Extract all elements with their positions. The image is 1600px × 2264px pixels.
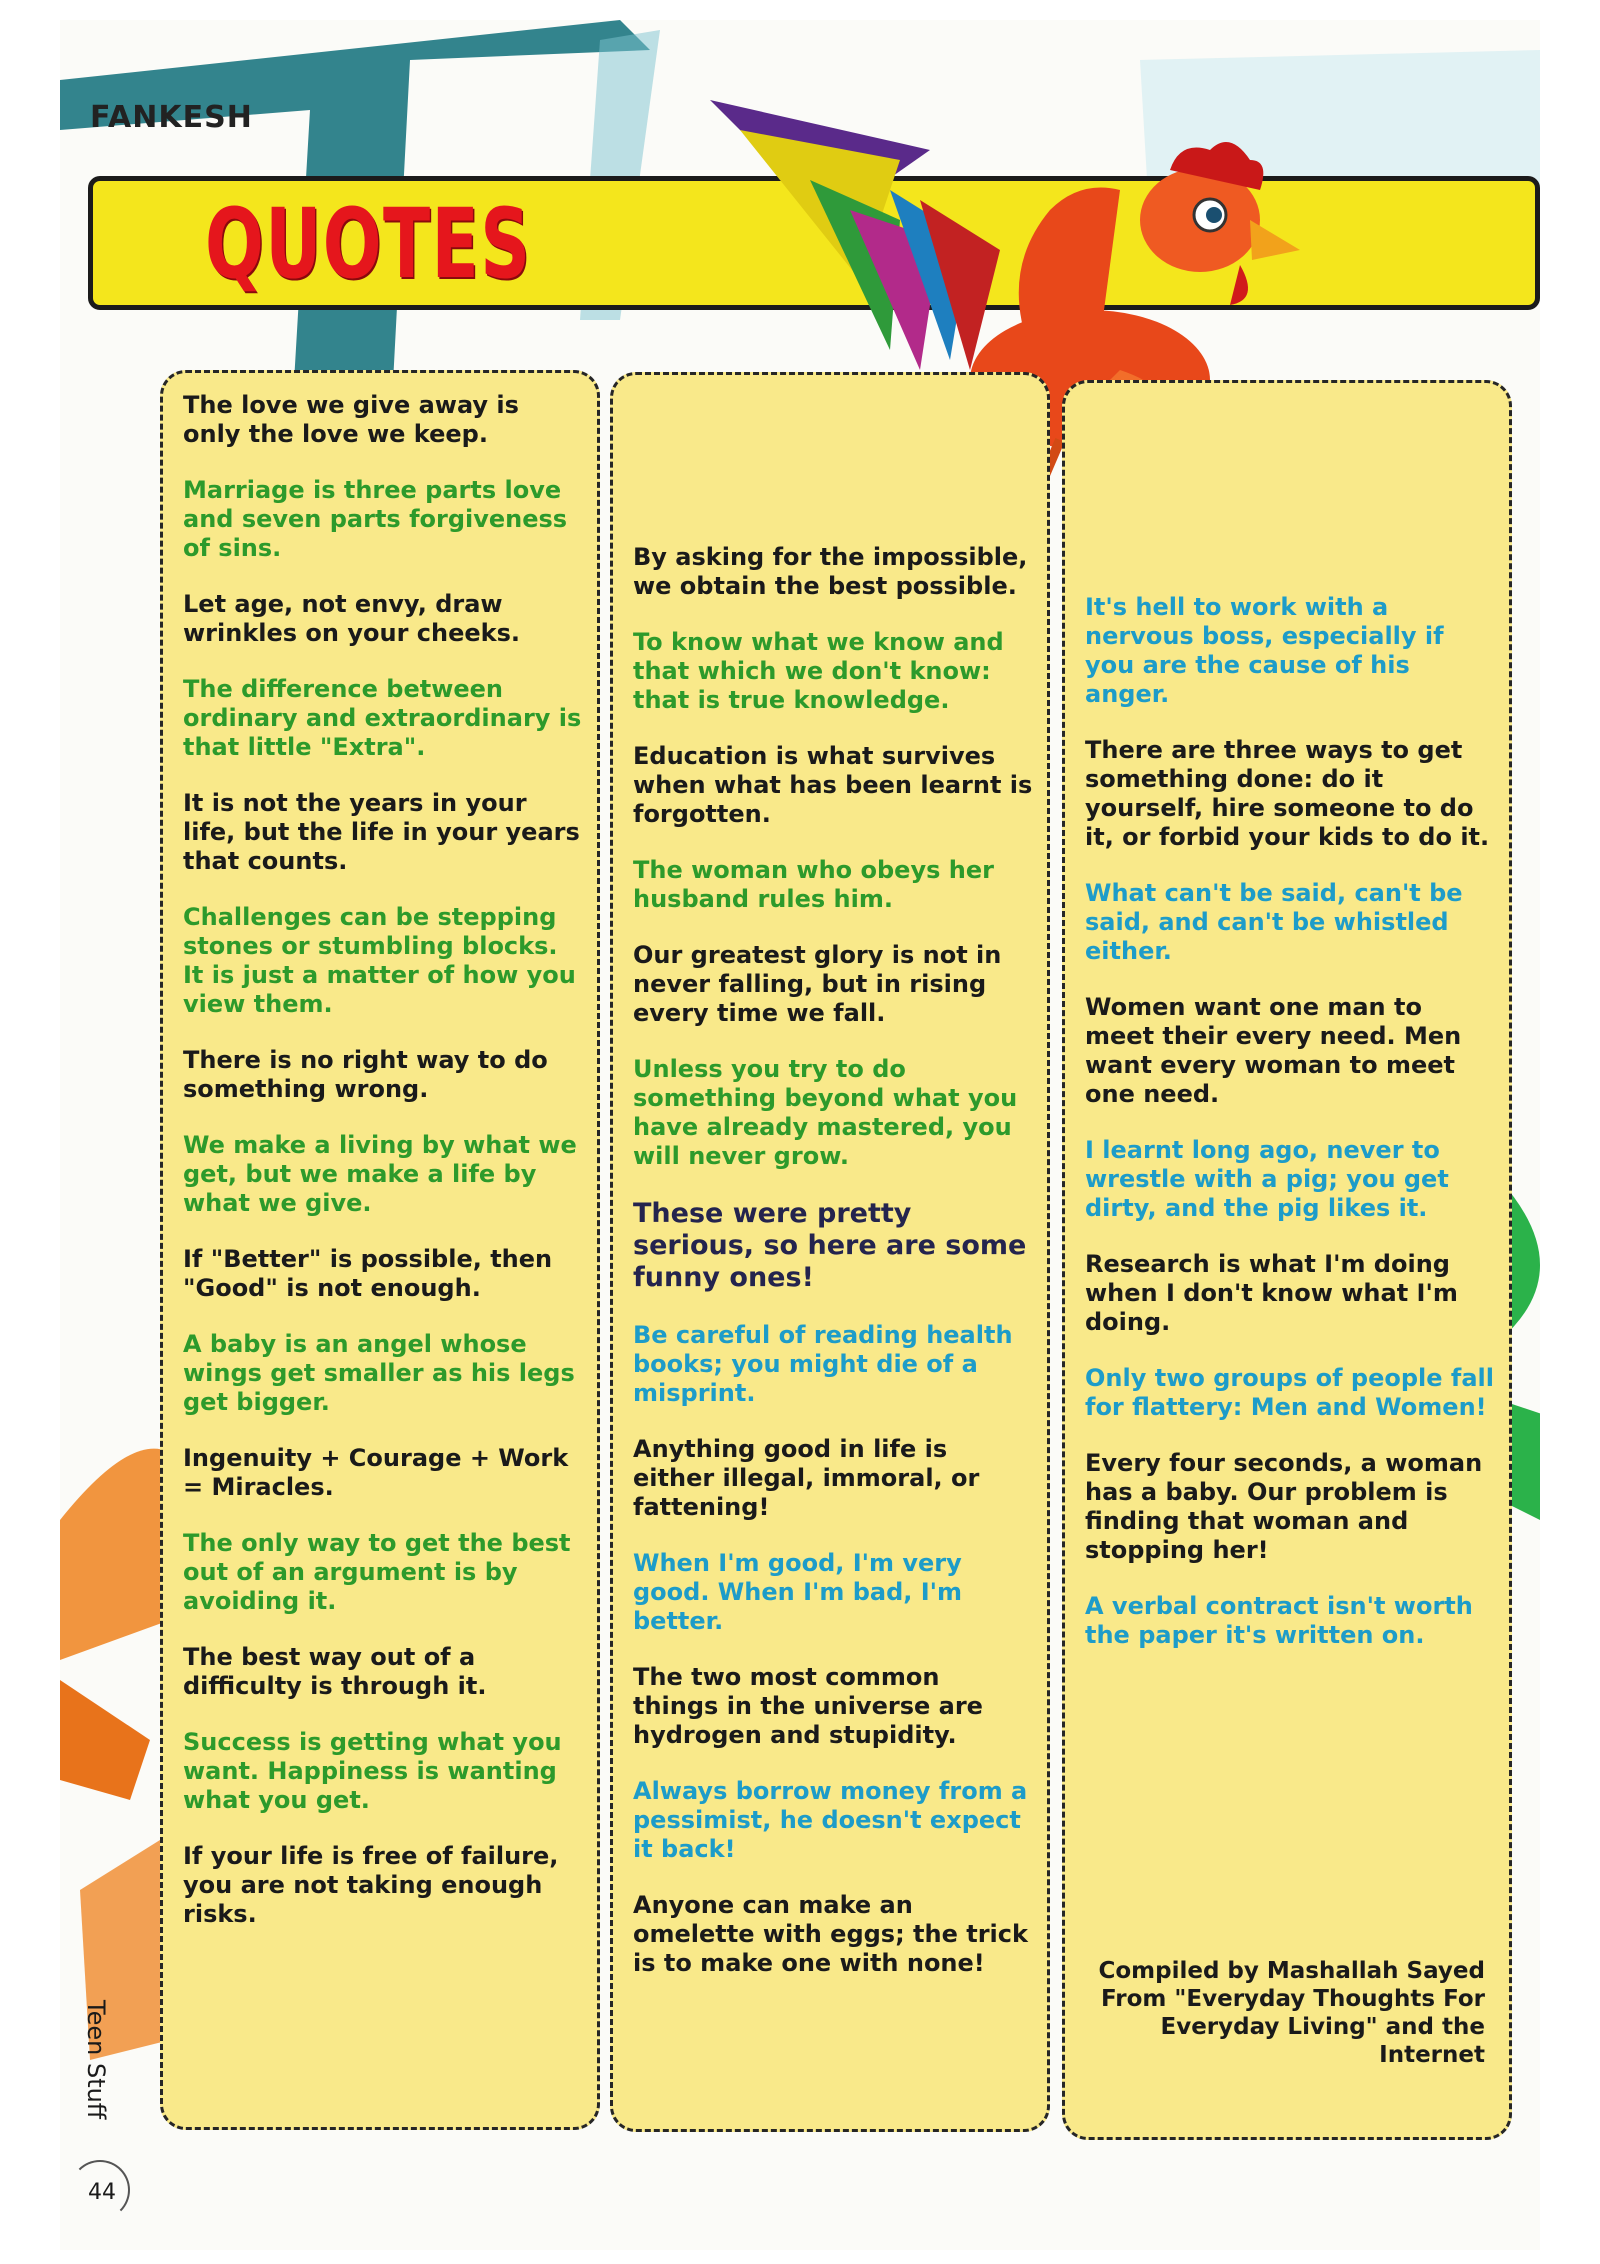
quote-text: We make a living by what we get, but we make a life by what we give. <box>183 1131 577 1217</box>
quote-text: If your life is free of failure, you are not taking enough risks. <box>183 1842 559 1928</box>
quote-text: When I'm good, I'm very good. When I'm bad, I'm better. <box>633 1549 963 1635</box>
credit-text: Compiled by Mashallah Sayed From "Everyday Thoughts For Everyday Living" and the Internet <box>1098 1958 1485 2068</box>
quote-text: It's hell to work with a nervous boss, especially if you are the cause of his anger. <box>1085 593 1444 708</box>
page-title: QUOTES <box>205 188 532 300</box>
quote-text: Be careful of reading health books; you might die of a misprint. <box>633 1321 1013 1407</box>
quote-text: Always borrow money from a pessimist, he doesn't expect it back! <box>633 1777 1028 1863</box>
section-label: FANKESH <box>90 100 253 135</box>
quote-column-3 <box>1062 380 1512 2140</box>
quote-text: To know what we know and that which we don't know: that is true knowledge. <box>633 628 1004 714</box>
quote-text: Research is what I'm doing when I don't know what I'm doing. <box>1085 1250 1458 1336</box>
quote-text: Every four seconds, a woman has a baby. Our problem is finding that woman and stopping her! <box>1085 1449 1483 1564</box>
quote-text: Success is getting what you want. Happiness is wanting what you get. <box>183 1728 562 1814</box>
quote-text: Anything good in life is either illegal, immoral, or fattening! <box>633 1435 980 1521</box>
quote-text: Unless you try to do something beyond what you have already mastered, you will never grow. <box>633 1055 1018 1170</box>
quote-text: Ingenuity + Courage + Work = Miracles. <box>183 1444 569 1501</box>
quote-text: The love we give away is only the love we keep. <box>183 391 519 448</box>
quote-text: The only way to get the best out of an argument is by avoiding it. <box>183 1529 571 1615</box>
quote-text: The woman who obeys her husband rules him. <box>633 856 994 913</box>
quote-text: These were pretty serious, so here are some funny ones! <box>633 1198 1027 1293</box>
quote-text: What can't be said, can't be said, and can't be whistled either. <box>1085 879 1463 965</box>
sidebar-label: Teen Stuff <box>82 2000 110 2120</box>
quote-list <box>1085 593 1495 1650</box>
quote-text: Education is what survives when what has been learnt is forgotten. <box>633 742 1033 828</box>
quote-column-1 <box>160 370 600 2130</box>
quote-column-2 <box>610 372 1050 2132</box>
quote-text: There is no right way to do something wrong. <box>183 1046 548 1103</box>
quote-text: If "Better" is possible, then "Good" is not enough. <box>183 1245 553 1302</box>
quote-text: Marriage is three parts love and seven parts forgiveness of sins. <box>183 476 568 562</box>
quote-text: Challenges can be stepping stones or stumbling blocks. It is just a matter of how you view them. <box>183 903 576 1018</box>
quote-text: Let age, not envy, draw wrinkles on your cheeks. <box>183 590 520 647</box>
quote-text: The difference between ordinary and extraordinary is that little "Extra". <box>183 675 582 761</box>
quote-list <box>633 543 1033 1978</box>
quote-text: The two most common things in the universe are hydrogen and stupidity. <box>633 1663 983 1749</box>
quote-text: Anyone can make an omelette with eggs; the trick is to make one with none! <box>633 1891 1028 1977</box>
quote-text: It is not the years in your life, but the life in your years that counts. <box>183 789 580 875</box>
quote-text: By asking for the impossible, we obtain the best possible. <box>633 543 1028 600</box>
quote-text: A verbal contract isn't worth the paper it's written on. <box>1085 1592 1473 1649</box>
quote-text: The best way out of a difficulty is through it. <box>183 1643 487 1700</box>
quote-text: A baby is an angel whose wings get smaller as his legs get bigger. <box>183 1330 575 1416</box>
quote-text: Our greatest glory is not in never falling, but in rising every time we fall. <box>633 941 1002 1027</box>
quote-list <box>183 391 583 1929</box>
quote-text: Women want one man to meet their every need. Men want every woman to meet one need. <box>1085 993 1462 1108</box>
page-number: 44 <box>88 2180 116 2205</box>
quote-text: I learnt long ago, never to wrestle with a pig; you get dirty, and the pig likes it. <box>1085 1136 1449 1222</box>
quote-text: Only two groups of people fall for flattery: Men and Women! <box>1085 1364 1494 1421</box>
quote-text: There are three ways to get something done: do it yourself, hire someone to do it, or forbid your kids to do it. <box>1085 736 1490 851</box>
